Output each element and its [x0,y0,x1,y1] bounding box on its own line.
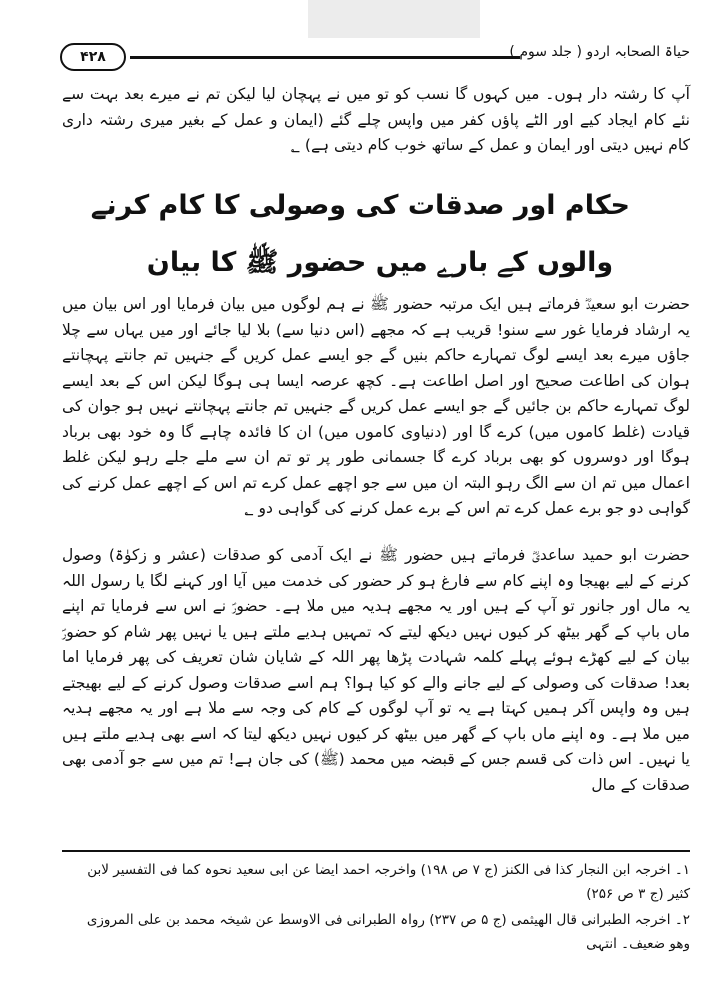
footnote-rule [62,850,690,852]
hadith-paragraph-1: حضرت ابو سعیدؓ فرماتے ہیں ایک مرتبہ حضور ﷺ نے ہم لوگوں میں بیان فرمایا اور اس بیان میں یہ ارشاد فرمایا غور سے سنو! قریب ہے کہ مجھے (اس دنیا سے) بلا لیا جائے اور میں یہاں سے چلا جاؤں میرے بعد ایسے لوگ تمہارے حاکم بنیں گے جو ایسے عمل کریں گے جنہیں تم جانتے پہچانتے ہوان کی اطاعت صحیح اور اصل اطاعت ہے۔ کچھ عرصہ ایسا ہی ہوگا لیکن اس کے بعد ایسے لوگ تمہارے حاکم بن جائیں گے جو ایسے عمل کریں گے جنہیں تم جانتے پہچانتے نہیں ہو جوان کی قیادت (غلط کاموں میں) کرے گا اور (دنیاوی کاموں میں) ان کا فائدہ چاہے گا وہ خود بھی برباد ہوگا اور دوسروں کو بھی برباد کرے گا جسمانی طور پر تو تم ان سے ملے جلے رہو لیکن غلط اعمال میں تم ان سے الگ رہو البتہ ان میں سے جو اچھے عمل کرے تم اس کے اچھے عمل کرنے کی گواہی دو جو برے عمل کرے تم اس کے برے عمل کرنے کی گواہی دو ؂ [62,295,690,517]
page-number: ۴۲۸ [60,43,126,71]
hadith-paragraph-2: حضرت ابو حمید ساعدیؓ فرماتے ہیں حضور ﷺ نے ایک آدمی کو صدقات (عشر و زکوٰۃ) وصول کرنے کے لیے بھیجا وہ اپنے کام سے فارغ ہو کر حضور کی خدمت میں آیا اور کہنے لگا یا رسول اللہ یہ مال اور جانور تو آپ کے ہیں اور یہ مجھے ہدیہ میں ملا ہے۔ حضورؐ نے اس سے فرمایا تم اپنے ماں باپ کے گھر بیٹھ کر کیوں نہیں دیکھ لیتے کہ تمہیں ہدیے ملتے ہیں یا نہیں پھر شام کو حضورؐ بیان کے لیے کھڑے ہوئے پہلے کلمہ شہادت پڑھا پھر اللہ کے شایان شان تعریف کی پھر فرمایا اما بعد! صدقات کی وصولی کے لیے جانے والے کو کیا ہوا؟ ہم اسے صدقات وصول کرنے کے لیے بھیجتے ہیں وہ واپس آکر ہمیں کہتا ہے یہ تو آپ لوگوں کے کام کی وجہ سے ملا ہے اور یہ مجھے ہدیہ میں ملا ہے۔ وہ اپنے ماں باپ کے گھر میں بیٹھ کر کیوں نہیں دیکھ لیتا کہ اسے بھی ہدیے ملتے ہیں یا نہیں۔ اس ذات کی قسم جس کے قبضہ میں محمد (ﷺ) کی جان ہے! تم میں سے جو آدمی بھی صدقات کے مال [62,546,690,794]
page-header [60,40,690,72]
footnote-2: ۲۔ اخرجہ الطبرانی قال الھیثمی (ج ۵ ص ۲۳۷) رواہ الطبرانی فی الاوسط عن شیخہ محمد بن علی المروزی وھو ضعیف۔ انتہی [86,912,690,952]
top-margin-strip [308,0,480,38]
section-heading-line-2: والوں کے بارے میں حضور ﷺ کا بیان [146,247,614,278]
running-title: حیاۃ الصحابہ اردو ( جلد سوم ) [509,44,690,60]
footnote-1: ۱۔ اخرجہ ابن النجار کذا فی الکنز (ج ۷ ص ۱۹۸) واخرجہ احمد ایضا عن ابی سعید نحوہ کما فی التفسیر لابن کثیر (ج ۳ ص ۲۵۶) [87,862,690,902]
intro-paragraph: آپ کا رشتہ دار ہوں۔ میں کہوں گا نسب کو تو میں نے پہچان لیا لیکن تم نے میرے بعد بہت سے نئے کام ایجاد کیے اور الٹے پاؤں کفر میں واپس چلے گئے (ایمان و عمل کے بغیر میری رشتہ داری کام نہیں دیتی اور ایمان و عمل کے ساتھ خوب کام دیتی ہے) ؂ [62,85,690,154]
section-heading-line-1: حکام اور صدقات کی وصولی کا کام کرنے [90,190,630,221]
header-rule [130,56,520,59]
